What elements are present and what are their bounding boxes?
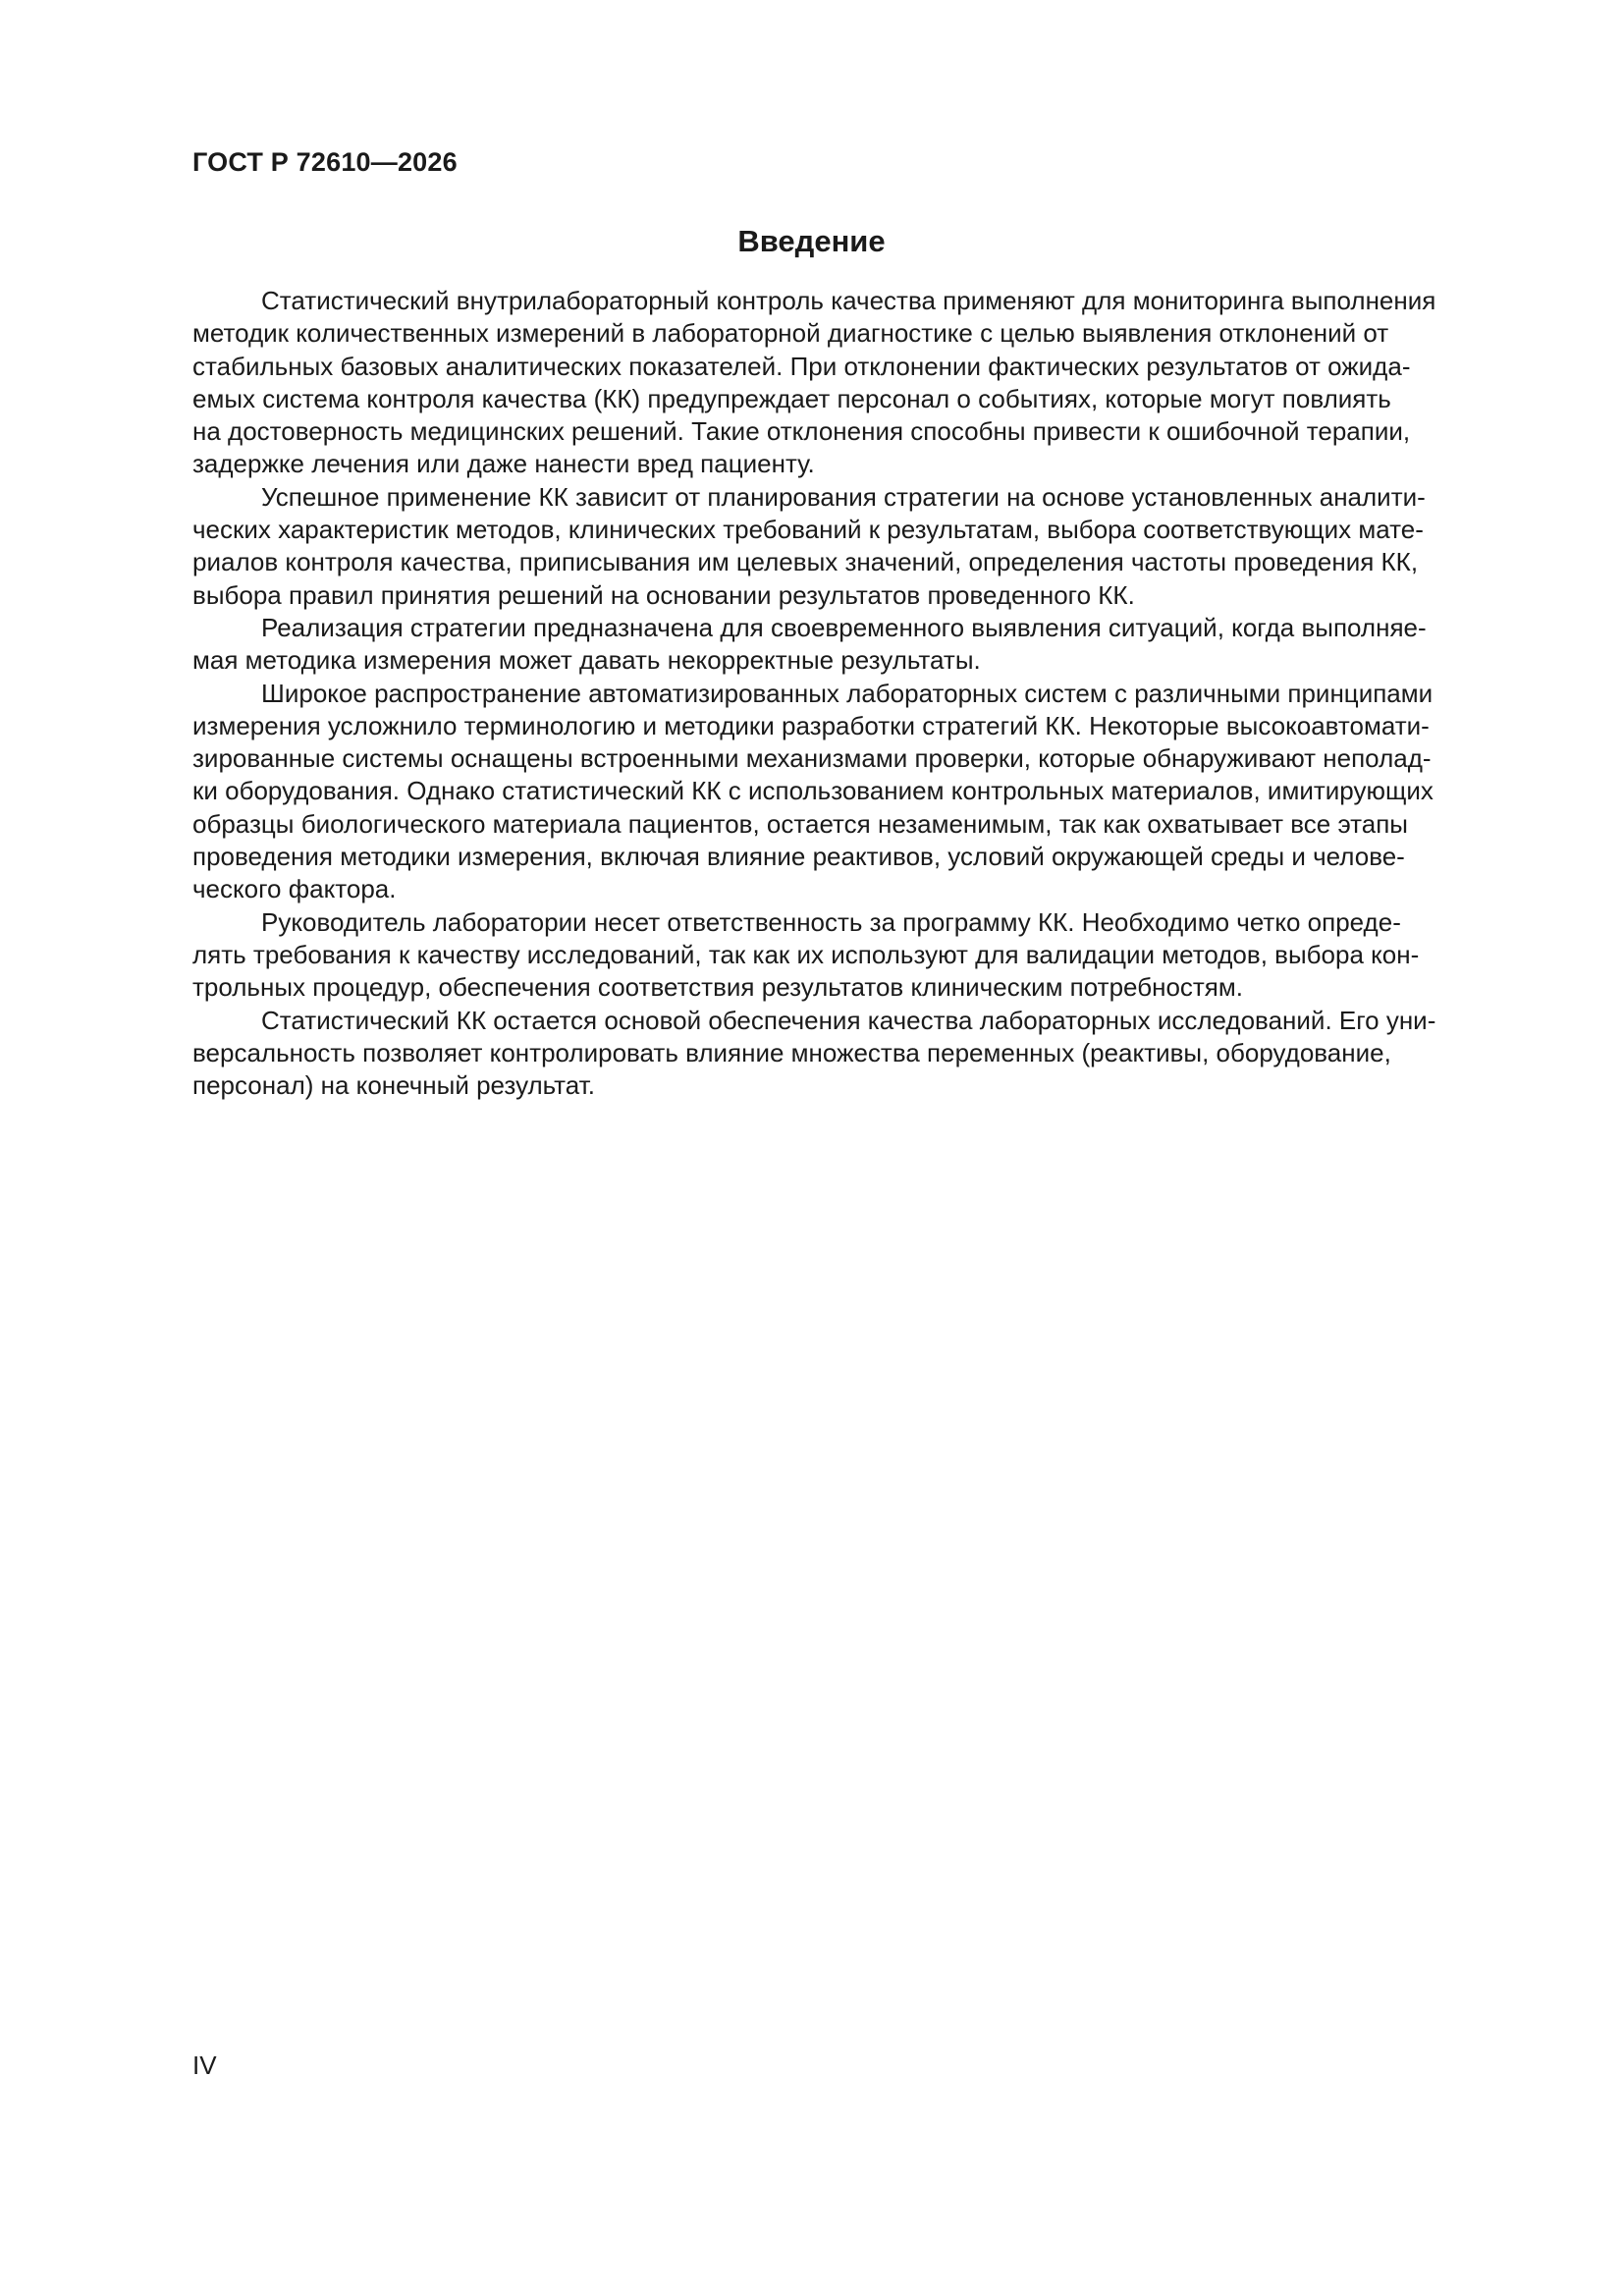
paragraph: Успешное применение КК зависит от планирования стратегии на основе установленных аналити- ческих характеристик методов, клинических требований к результатам, выбора соответствующих мате- риалов контроля качества, приписывания им целевых значений, определения частоты проведения КК, выбора правил принятия решений на основании результатов проведенного КК. bbox=[192, 481, 1426, 610]
paragraph: Руководитель лаборатории несет ответственность за программу КК. Необходимо четко опреде- лять требования к качеству исследований, так как их используют для валидации методов, выбора кон- трольных процедур, обеспечения соответствия результатов клиническим потребностям. bbox=[192, 906, 1420, 1003]
paragraph: Реализация стратегии предназначена для своевременного выявления ситуаций, когда выполняе- мая методика измерения может давать некорректные результаты. bbox=[192, 612, 1427, 676]
paragraph: Широкое распространение автоматизированных лабораторных систем с различными принципами измерения усложнило терминологию и методики разработки стратегий КК. Некоторые высокоавтомати- зированные системы оснащены встроенными механизмами проверки, которые обнаруживают неполад- ки оборудования. Однако статистический КК с использованием контрольных материалов, имитирующих образцы биологического материала пациентов, остается незаменимым, так как охватывает все этапы проведения методики измерения, включая влияние реактивов, условий окружающей среды и челове- ческого фактора. bbox=[192, 678, 1434, 904]
introduction-body bbox=[192, 285, 1490, 1102]
page-number: IV bbox=[192, 2050, 217, 2080]
document-code: ГОСТ Р 72610—2026 bbox=[192, 147, 458, 177]
section-title: Введение bbox=[737, 224, 886, 258]
paragraph: Статистический КК остается основой обеспечения качества лабораторных исследований. Его уни- версальность позволяет контролировать влияние множества переменных (реактивы, оборудование, персонал) на конечный результат. bbox=[192, 1005, 1436, 1101]
paragraph: Статистический внутрилабораторный контроль качества применяют для мониторинга выполнения методик количественных измерений в лабораторной диагностике с целью выявления отклонений от стабильных базовых аналитических показателей. При отклонении фактических результатов от ожида- емых система контроля качества (КК) предупреждает персонал о событиях, которые могут повлиять на достоверность медицинских решений. Такие отклонения способны привести к ошибочной терапии, задержке лечения или даже нанести вред пациенту. bbox=[192, 286, 1436, 479]
